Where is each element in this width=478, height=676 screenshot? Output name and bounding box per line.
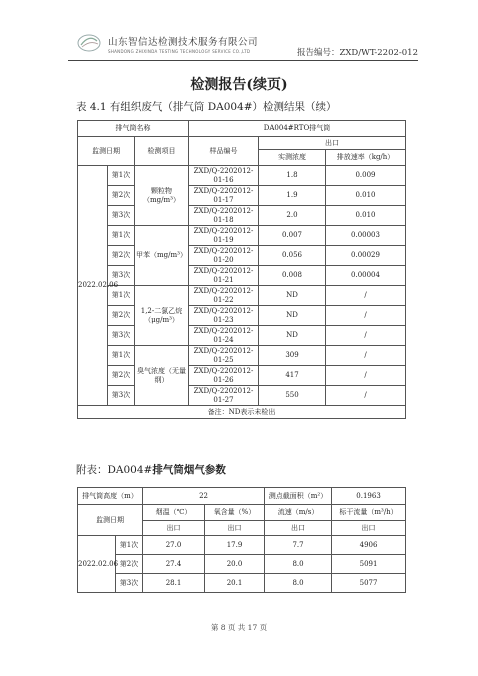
seq-cell: 第1次 <box>108 166 135 186</box>
report-header <box>68 30 418 64</box>
company-logo-icon <box>76 30 102 56</box>
seq-cell: 第1次 <box>116 536 143 555</box>
temp-outlet: 出口 <box>143 521 205 536</box>
seq-cell: 第2次 <box>108 366 135 386</box>
rate-cell: / <box>326 346 406 366</box>
table-row <box>78 266 406 286</box>
sample-cell: ZXD/Q-2202012-01-26 <box>189 366 259 386</box>
table-row <box>78 306 406 326</box>
rate-cell: / <box>326 306 406 326</box>
item-header: 检测项目 <box>135 137 189 166</box>
sample-cell: ZXD/Q-2202012-01-19 <box>189 226 259 246</box>
conc-cell: 2.0 <box>259 206 326 226</box>
rate-cell: / <box>326 366 406 386</box>
rate-cell: / <box>326 326 406 346</box>
appendix-title-prefix: 附表：DA004# <box>76 464 153 476</box>
table-row <box>78 386 406 406</box>
date-cell: 2022.02.06 <box>78 166 108 406</box>
o2-header: 氧含量（%） <box>205 505 265 521</box>
conc-cell: ND <box>259 286 326 306</box>
stack-name-value: DA004#RTO排气筒 <box>189 121 406 137</box>
stack-height-header: 排气筒高度（m） <box>78 488 143 505</box>
table1-title: 表 4.1 有组织废气（排气筒 DA004#）检测结果（续） <box>76 101 337 113</box>
table-row <box>78 326 406 346</box>
o2-cell: 20.0 <box>205 555 265 574</box>
flow-header: 标干流量（m³/h） <box>332 505 406 521</box>
table-row <box>78 246 406 266</box>
rate-cell: 0.009 <box>326 166 406 186</box>
sample-header: 样品编号 <box>189 137 259 166</box>
note-cell: 备注：ND表示未检出 <box>78 406 406 419</box>
flow-outlet: 出口 <box>332 521 406 536</box>
conc-cell: 550 <box>259 386 326 406</box>
seq-cell: 第1次 <box>108 346 135 366</box>
results-table <box>77 120 406 419</box>
temp-cell: 28.1 <box>143 574 205 593</box>
rate-cell: 0.00004 <box>326 266 406 286</box>
flow-cell: 5077 <box>332 574 406 593</box>
report-number: 报告编号：ZXD/WT-2202-012 <box>296 48 418 58</box>
o2-outlet: 出口 <box>205 521 265 536</box>
item-cell: 甲苯（mg/m³） <box>135 226 189 286</box>
conc-cell: 1.8 <box>259 166 326 186</box>
speed-cell: 7.7 <box>265 536 332 555</box>
page-title: 检测报告(续页) <box>190 77 288 93</box>
sample-cell: ZXD/Q-2202012-01-18 <box>189 206 259 226</box>
speed-outlet: 出口 <box>265 521 332 536</box>
seq-cell: 第1次 <box>108 226 135 246</box>
seq-cell: 第3次 <box>108 386 135 406</box>
sample-cell: ZXD/Q-2202012-01-25 <box>189 346 259 366</box>
rate-header: 排放速率（kg/h） <box>326 150 406 166</box>
conc-cell: 0.056 <box>259 246 326 266</box>
area-header: 测点截面积（m²） <box>265 488 332 505</box>
conc-cell: 417 <box>259 366 326 386</box>
sample-cell: ZXD/Q-2202012-01-21 <box>189 266 259 286</box>
table-row <box>78 574 406 593</box>
seq-cell: 第3次 <box>108 206 135 226</box>
rate-cell: 0.00003 <box>326 226 406 246</box>
table-row <box>78 286 406 306</box>
sample-cell: ZXD/Q-2202012-01-17 <box>189 186 259 206</box>
outlet-header: 出口 <box>259 137 406 150</box>
sample-cell: ZXD/Q-2202012-01-24 <box>189 326 259 346</box>
item-cell: 臭气浓度（无量纲） <box>135 346 189 406</box>
header-divider <box>68 60 418 61</box>
rate-cell: / <box>326 286 406 306</box>
item-cell: 1,2-二氯乙烷（μg/m³） <box>135 286 189 346</box>
sample-cell: ZXD/Q-2202012-01-27 <box>189 386 259 406</box>
appendix-title-bold: 排气筒烟气参数 <box>152 464 226 476</box>
date-header: 监测日期 <box>78 137 135 166</box>
rate-cell: 0.010 <box>326 206 406 226</box>
conc-cell: ND <box>259 306 326 326</box>
stack-name-header: 排气筒名称 <box>78 121 189 137</box>
rate-cell: 0.010 <box>326 186 406 206</box>
area-value: 0.1963 <box>332 488 406 505</box>
seq-cell: 第2次 <box>108 246 135 266</box>
table-row <box>78 536 406 555</box>
conc-cell: ND <box>259 326 326 346</box>
seq-cell: 第3次 <box>116 574 143 593</box>
seq-cell: 第2次 <box>108 306 135 326</box>
appendix-title <box>76 462 226 477</box>
item-cell: 颗粒物（mg/m³） <box>135 166 189 226</box>
conc-cell: 0.007 <box>259 226 326 246</box>
sample-cell: ZXD/Q-2202012-01-22 <box>189 286 259 306</box>
table-row <box>78 226 406 246</box>
seq-cell: 第3次 <box>108 326 135 346</box>
speed-header: 流速（m/s） <box>265 505 332 521</box>
company-name-en: SHANDONG ZHIXINDA TESTING TECHNOLOGY SERVICE CO.,LTD <box>108 49 251 54</box>
flue-gas-table <box>77 487 406 593</box>
t2-date-cell: 2022.02.06 <box>78 536 116 593</box>
rate-cell: / <box>326 386 406 406</box>
table-row <box>78 555 406 574</box>
conc-header: 实测浓度 <box>259 150 326 166</box>
flow-cell: 5091 <box>332 555 406 574</box>
conc-cell: 0.008 <box>259 266 326 286</box>
sample-cell: ZXD/Q-2202012-01-16 <box>189 166 259 186</box>
speed-cell: 8.0 <box>265 574 332 593</box>
temp-cell: 27.0 <box>143 536 205 555</box>
o2-cell: 20.1 <box>205 574 265 593</box>
conc-cell: 309 <box>259 346 326 366</box>
table-row <box>78 346 406 366</box>
sample-cell: ZXD/Q-2202012-01-23 <box>189 306 259 326</box>
seq-cell: 第2次 <box>116 555 143 574</box>
note-row <box>78 406 406 419</box>
rate-cell: 0.00029 <box>326 246 406 266</box>
flue-gas-table-body <box>78 488 406 593</box>
results-table-body <box>78 121 406 419</box>
temp-header: 烟温（℃） <box>143 505 205 521</box>
table-row <box>78 366 406 386</box>
seq-cell: 第1次 <box>108 286 135 306</box>
o2-cell: 17.9 <box>205 536 265 555</box>
seq-cell: 第3次 <box>108 266 135 286</box>
table-row <box>78 186 406 206</box>
flow-cell: 4906 <box>332 536 406 555</box>
seq-cell: 第2次 <box>108 186 135 206</box>
conc-cell: 1.9 <box>259 186 326 206</box>
table-row <box>78 206 406 226</box>
table-row <box>78 166 406 186</box>
speed-cell: 8.0 <box>265 555 332 574</box>
t2-date-header: 监测日期 <box>78 505 143 536</box>
temp-cell: 27.4 <box>143 555 205 574</box>
stack-height-value: 22 <box>143 488 265 505</box>
page-footer: 第 8 页 共 17 页 <box>210 623 268 632</box>
sample-cell: ZXD/Q-2202012-01-20 <box>189 246 259 266</box>
company-name: 山东智信达检测技术服务有限公司 <box>108 37 259 48</box>
